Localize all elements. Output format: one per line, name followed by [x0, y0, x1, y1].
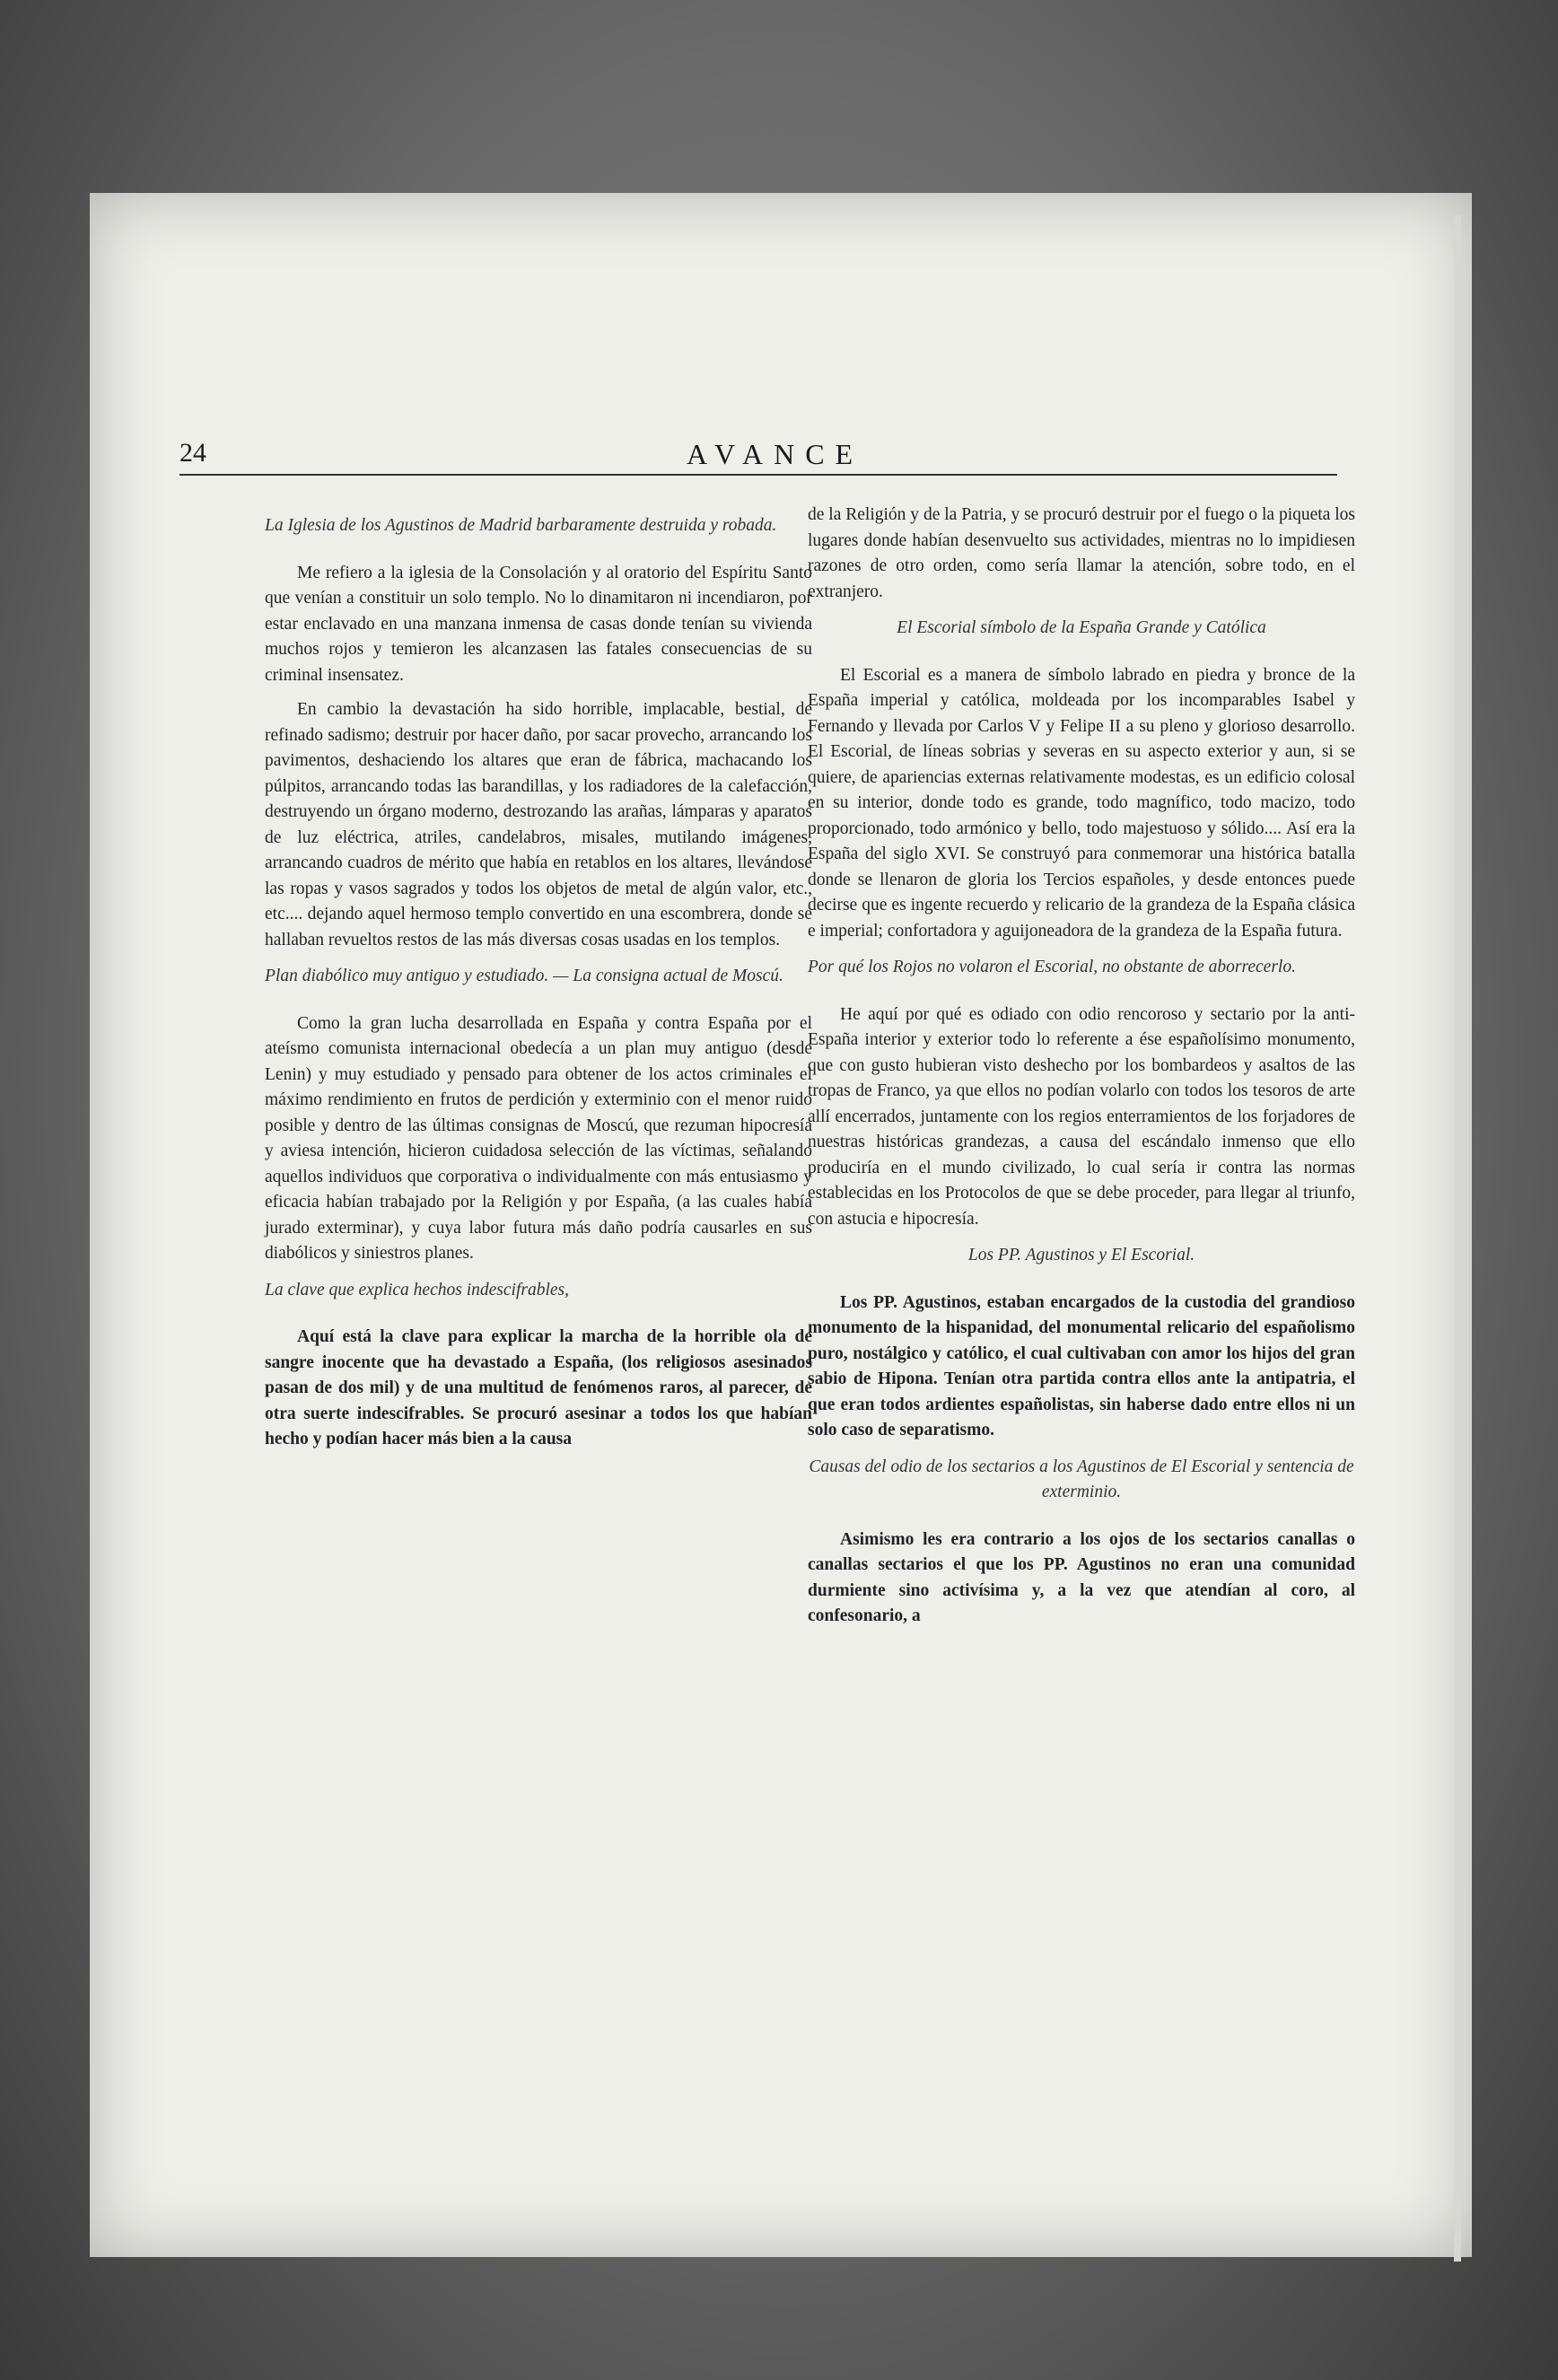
- paragraph: Aquí está la clave para explicar la marcha de la horrible ola de sangre inocente que ha devastado a España, (los religiosos asesinados pasan de dos mil) y de una multitud de fenómenos raros, al parecer, de otra suerte indescifrables. Se procuró asesinar a todos los que habían hecho y podían hacer más bien a la causa: [265, 1327, 812, 1448]
- paragraph: Los PP. Agustinos, estaban encargados de la custodia del grandioso monumento de la hispanidad, del monumental relicario del españolismo puro, nostálgico y católico, el cual cultivaban con amor los hijos del gran sabio de Hipona. Tenían otra partida contra ellos ante la antipatria, el que eran todos ardientes españolistas, sin haberse dado entre ellos ni un solo caso de separatismo.: [808, 1292, 1355, 1439]
- right-column: [808, 503, 1355, 1639]
- paragraph: El Escorial es a manera de símbolo labrado en piedra y bronce de la España imperial y católica, moldeada por los incomparables Isabel y Fernando y llevada por Carlos V y Felipe II a su pleno y glorioso desarrollo. El Escorial, de líneas sobrias y severas en su aspecto exterior y aun, si se quiere, de apariencias externas relativamente modestas, es un edificio colosal en su interior, donde todo es grande, todo magnífico, todo macizo, todo proporcionado, todo armónico y bello, todo majestuoso y sólido.... Así era la España del siglo XVI. Se construyó para conmemorar una histórica batalla donde se llenaron de gloria los Tercios españoles, y desde entonces puede decirse que es ingente recuerdo y relicario de la grandeza de la España clásica e imperial; confortadora y aguijoneadora de la grandeza de la España futura.: [808, 665, 1355, 941]
- paragraph: En cambio la devastación ha sido horrible, implacable, bestial, de refinado sadismo; destruir por hacer daño, por sacar provecho, arrancando los pavimentos, deshaciendo los altares que eran de fábrica, machacando los púlpitos, arrancando todas las barandillas, y los radiadores de la calefacción, destruyendo un órgano moderno, destrozando las arañas, lámparas y aparatos de luz eléctrica, atriles, candelabros, misales, mutilando imágenes, arrancando cuadros de mérito que había en retablos en los altares, llevándose las ropas y vasos sagrados y todos los objetos de metal de algún valor, etc., etc.... dejando aquel hermoso templo convertido en una escombrera, donde se hallaban revueltos restos de las más diversas cosas usadas en los templos.: [265, 700, 812, 949]
- section-heading: La clave que explica hechos indescifrables,: [265, 1280, 569, 1299]
- paragraph: Me refiero a la iglesia de la Consolación y al oratorio del Espíritu Santo que venían a constituir un solo templo. No lo dinamitaron ni incendiaron, por estar enclavado en una manzana inmensa de casas donde tenían su vivienda muchos rojos y temieron les alcanzasen las fatales consecuencias de su criminal insensatez.: [265, 563, 812, 685]
- page-number: 24: [179, 438, 206, 468]
- section-heading: El Escorial símbolo de la España Grande y Católica: [897, 618, 1266, 637]
- section-heading: Por qué los Rojos no volaron el Escorial, no obstante de aborrecerlo.: [808, 958, 1296, 976]
- section-heading: La Iglesia de los Agustinos de Madrid barbaramente destruida y robada.: [265, 516, 777, 535]
- page-header: [179, 438, 1337, 476]
- paragraph: He aquí por qué es odiado con odio rencoroso y sectario por la anti-España interior y exterior todo lo referente a ése españolísimo monumento, que con gusto hubieran visto deshecho por los bombardeos y asaltos de las tropas de Franco, ya que ellos no podían volarlo con todos los tesoros de arte allí encerrados, juntamente con los regios enterramientos de los forjadores de nuestras históricas grandezas, a causa del escándalo inmenso que ello produciría en el mundo civilizado, lo cual sería ir contra las normas establecidas en los Protocolos de que se debe proceder, para llegar al triunfo, con astucia e hipocresía.: [808, 1004, 1355, 1229]
- section-heading: Los PP. Agustinos y El Escorial.: [967, 1246, 1195, 1264]
- left-column: [265, 503, 812, 1462]
- section-heading: Causas del odio de los sectarios a los Agustinos de El Escorial y sentencia de exterminio.: [809, 1457, 1354, 1501]
- paragraph: Como la gran lucha desarrollada en España y contra España por el ateísmo comunista internacional obedecía a un plan muy antiguo (desde Lenin) y muy estudiado y pensado para obtener de los actos criminales el máximo rendimiento en frutos de perdición y exterminio con el menor ruido posible y dentro de las últimas consignas de Moscú, que rezuman hipocresía y aviesa intención, hicieron cuidadosa selección de las víctimas, señalando aquellos individuos que corporativa o individualmente con más entusiasmo y eficacia habían trabajado por la Religión y por España, (a las cuales había jurado exterminar), y cuya labor futura más daño podría causarles en sus diabólicos y siniestros planes.: [265, 1013, 812, 1263]
- section-heading: Plan diabólico muy antiguo y estudiado. — La consigna actual de Moscú.: [265, 967, 783, 985]
- page-edge: [1454, 215, 1461, 2262]
- running-title: AVANCE: [687, 438, 864, 470]
- paragraph: de la Religión y de la Patria, y se procuró destruir por el fuego o la piqueta los lugares donde habían desenvuelto sus actividades, mientras no lo impidiesen razones de otro orden, como sería llamar la atención, sobre todo, en el extranjero.: [808, 505, 1355, 601]
- paragraph: Asimismo les era contrario a los ojos de los sectarios canallas o canallas sectarios el que los PP. Agustinos no eran una comunidad durmiente sino activísima y, a la vez que atendían al coro, al confesonario, a: [808, 1529, 1355, 1625]
